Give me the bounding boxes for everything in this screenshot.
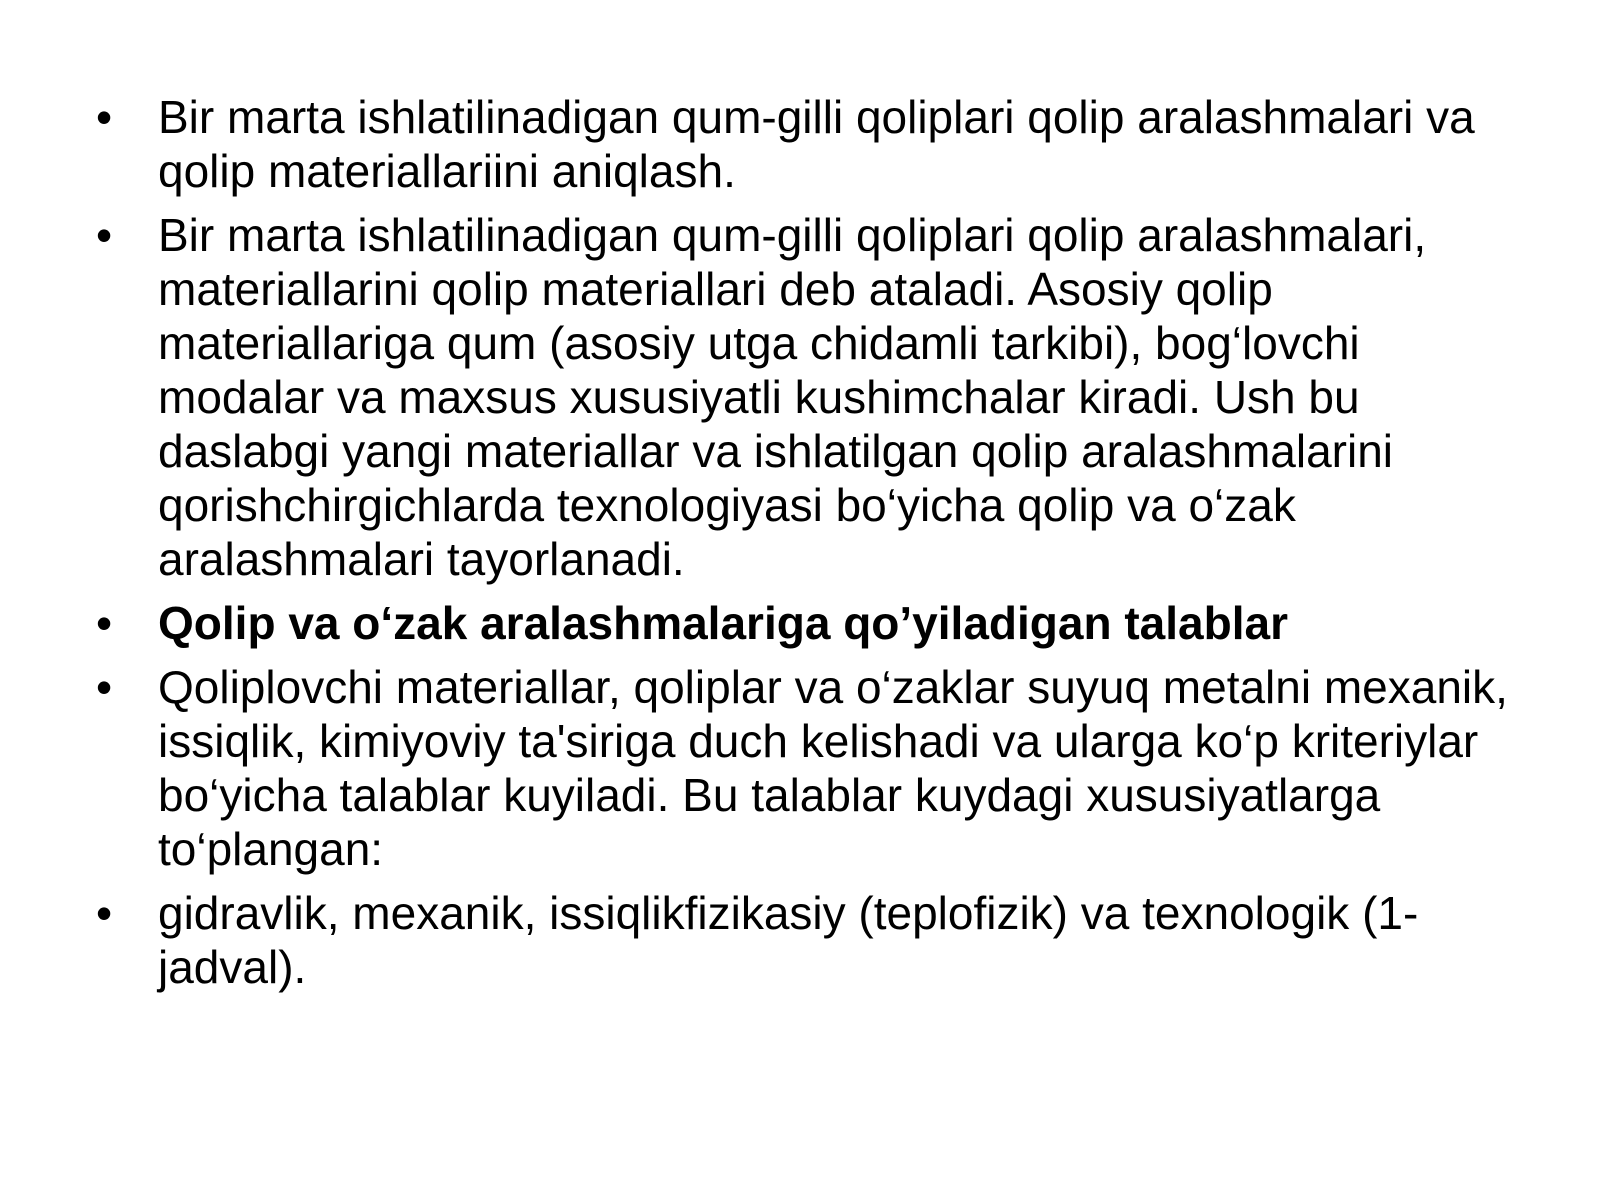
bullet-heading: Qolip va o‘zak aralashmalariga qo’yiladigan talablar — [158, 597, 1288, 649]
bullet-item-3 — [96, 596, 1526, 650]
bullet-item-4 — [96, 660, 1526, 876]
bullet-text: Bir marta ishlatilinadigan qum-gilli qoliplari qolip aralashmalari, materiallarini qolip materiallari deb ataladi. Asosiy qolip materiallariga qum (asosiy utga chidamli tarkibi), bog‘lovchi modalar va maxsus xususiyatli kushimchalar kiradi. Ush bu daslabgi yangi materiallar va ishlatilgan qolip aralashmalarini qorishchirgichlarda texnologiyasi bo‘yicha qolip va o‘zak aralashmalari tayorlanadi. — [158, 209, 1427, 585]
bullet-dot-icon: • — [96, 887, 113, 939]
bullet-dot-icon: • — [96, 91, 113, 143]
bullet-text: Bir marta ishlatilinadigan qum-gilli qoliplari qolip aralashmalari va qolip materiallariini aniqlash. — [158, 91, 1475, 197]
bullet-item-1 — [96, 90, 1526, 198]
bullet-list — [96, 90, 1526, 1004]
bullet-dot-icon: • — [96, 661, 113, 713]
bullet-item-5 — [96, 886, 1526, 994]
bullet-text: Qoliplovchi materiallar, qoliplar va o‘zaklar suyuq metalni mexanik, issiqlik, kimiyoviy ta'siriga duch kelishadi va ularga ko‘p kriteriylar bo‘yicha talablar kuyiladi. Bu talablar kuydagi xususiyatlarga to‘plangan: — [158, 661, 1508, 875]
bullet-text: gidravlik, mexanik, issiqlikfizikasiy (teplofizik) va texnologik (1-jadval). — [158, 887, 1419, 993]
bullet-item-2 — [96, 208, 1526, 586]
bullet-dot-icon: • — [96, 209, 113, 261]
bullet-dot-icon: • — [96, 597, 113, 649]
